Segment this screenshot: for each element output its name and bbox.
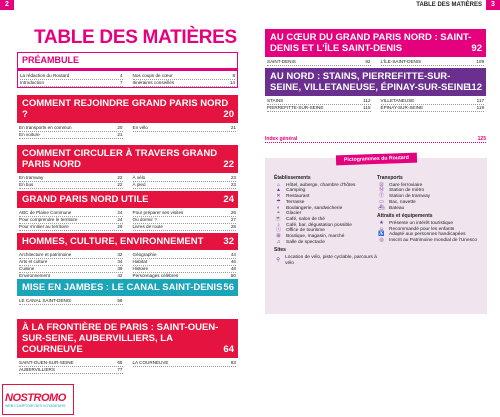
entry-label: Histoire xyxy=(132,265,149,271)
section-page: 22 xyxy=(223,159,234,170)
page-title: TABLE DES MATIÈRES xyxy=(34,27,237,48)
pictogram-group-heading: Établissements xyxy=(274,175,311,181)
entries-col1 xyxy=(19,298,129,305)
toc-section-preambule xyxy=(17,52,238,88)
toc-entry[interactable] xyxy=(19,182,123,189)
entry-label: VILLETANEUSE xyxy=(380,98,415,103)
entry-page: 50 xyxy=(230,272,236,278)
entry-label: L'ÎLE-SAINT-DENIS xyxy=(380,59,422,64)
right-page xyxy=(250,0,500,417)
toc-entry[interactable] xyxy=(19,298,123,305)
entry-page: 28 xyxy=(230,223,236,229)
entry-page: 21 xyxy=(230,125,236,130)
toc-section-circuler xyxy=(17,145,238,189)
pictogram-item xyxy=(377,238,480,244)
section-title: HOMMES, CULTURE, ENVIRONNEMENT xyxy=(22,236,204,247)
section-entries xyxy=(265,96,486,112)
toc-section-canal xyxy=(17,279,238,305)
entry-page: 8 xyxy=(232,73,235,78)
section-heading[interactable] xyxy=(17,279,238,296)
entry-page: 112 xyxy=(363,98,371,103)
entry-label: Pour préparer ses visites xyxy=(132,210,184,215)
entry-label: En bus xyxy=(19,181,34,187)
entries-col1 xyxy=(19,175,129,189)
section-title: MISE EN JAMBES : LE CANAL SAINT-DENIS xyxy=(22,282,223,293)
pictogram-item xyxy=(377,206,480,212)
section-heading[interactable] xyxy=(17,52,238,68)
toc-entry[interactable] xyxy=(133,125,237,132)
entries-col2 xyxy=(129,175,237,189)
toc-entry[interactable] xyxy=(381,98,485,105)
pictogram-legend xyxy=(265,154,487,314)
toc-entry[interactable] xyxy=(133,266,237,273)
entry-label: PIERREFITTE-SUR-SEINE xyxy=(267,104,324,110)
entry-page: 65 xyxy=(117,360,123,365)
toc-entry[interactable] xyxy=(267,59,371,66)
pictogram-group-heading: Attraits et équipements xyxy=(377,213,433,220)
toc-entry[interactable] xyxy=(19,132,123,139)
toc-section-utile xyxy=(17,191,238,231)
section-title: AU CŒUR DU GRAND PARIS NORD : SAINT-DENIS ET L'ÎLE SAINT-DENIS xyxy=(270,32,472,54)
index-page: 125 xyxy=(477,136,486,142)
pictogram-label: Terrasse xyxy=(286,199,305,205)
entry-label: LA COURNEUVE xyxy=(132,360,169,365)
entry-label: Architecture et patrimoine xyxy=(19,252,72,257)
entries-col2 xyxy=(129,298,237,305)
entry-page: 109 xyxy=(476,59,484,64)
pictogram-icon: ▭ xyxy=(379,198,384,205)
toc-entry[interactable] xyxy=(19,252,123,259)
entries-col1 xyxy=(19,360,129,374)
section-heading[interactable] xyxy=(265,68,486,96)
right-page-number: 3 xyxy=(486,0,500,10)
entry-label: SAINT-OUEN-SUR-SEINE xyxy=(19,360,74,365)
index-general-entry[interactable] xyxy=(265,136,486,143)
entries-col1 xyxy=(267,98,377,112)
pictogram-group-heading: Sites xyxy=(274,247,286,254)
pictogram-label: Bateau xyxy=(389,205,405,211)
entry-label: Pour s'initier au territoire xyxy=(19,223,69,229)
entries-col2 xyxy=(129,252,237,280)
section-page: 32 xyxy=(223,236,234,247)
pictogram-icon: Ⓜ xyxy=(378,187,384,194)
entry-page: 117 xyxy=(476,98,484,103)
pictogram-label: Boutique, magasin, marché xyxy=(286,234,345,240)
pictogram-icon: Ⓣ xyxy=(378,193,384,200)
entry-page: 115 xyxy=(363,104,371,110)
toc-entry[interactable] xyxy=(19,224,123,231)
toc-entry[interactable] xyxy=(20,80,123,87)
left-page-number: 2 xyxy=(0,0,14,10)
pictogram-icon: ⛴ xyxy=(378,204,385,211)
section-entries xyxy=(17,123,238,139)
entry-page: 20 xyxy=(117,125,123,130)
section-heading[interactable] xyxy=(17,95,238,123)
entries-col1 xyxy=(19,125,129,139)
entries-col2 xyxy=(377,98,485,112)
toc-section-hommes xyxy=(17,233,238,280)
entry-label: En vélo xyxy=(132,125,148,130)
nostromo-logo xyxy=(2,384,74,415)
entry-page: 14 xyxy=(229,79,235,85)
entry-label: Où dormir ? xyxy=(132,216,157,222)
entry-page: 56 xyxy=(117,298,123,303)
pictogram-icon: ◎ xyxy=(379,237,384,244)
entry-label: Habitat xyxy=(132,258,148,264)
pictogram-icon: ◓ xyxy=(276,210,281,217)
section-title: PRÉAMBULE xyxy=(22,55,80,65)
pictogram-label: Boulangerie, sandwicherie xyxy=(286,205,343,211)
pictogram-label: Salle de spectacle xyxy=(286,239,325,245)
pictogram-label: Café, salon de thé xyxy=(286,216,325,222)
pictogram-label: Adapté aux personnes handicapées xyxy=(389,232,466,238)
section-title: COMMENT REJOINDRE GRAND PARIS NORD ? xyxy=(22,98,229,120)
entry-page: 26 xyxy=(117,223,123,229)
section-heading[interactable] xyxy=(17,191,238,208)
entries-col1 xyxy=(19,210,129,231)
toc-entry[interactable] xyxy=(381,105,485,112)
pictogram-icon: ☺ xyxy=(378,225,385,232)
left-top-bar xyxy=(0,0,250,10)
pictogram-group-heading: Transports xyxy=(377,175,403,181)
entry-page: 23 xyxy=(230,181,236,187)
logo-name: NOSTROMO xyxy=(5,392,66,404)
entry-page: 4 xyxy=(119,73,123,78)
entries-col2 xyxy=(129,210,237,231)
toc-entry[interactable] xyxy=(133,182,237,189)
entries-col1 xyxy=(267,59,377,66)
entries-col2 xyxy=(129,125,237,139)
pictogram-label: Bac, navette xyxy=(389,199,416,205)
toc-entry[interactable] xyxy=(133,259,237,266)
entry-page: 24 xyxy=(117,216,123,222)
toc-entry[interactable] xyxy=(19,217,123,224)
pictogram-icon: ☂ xyxy=(276,198,281,205)
pictogram-item xyxy=(274,240,377,246)
entry-label: En tramway xyxy=(19,175,44,180)
pictogram-icon: ★ xyxy=(379,219,384,226)
section-page: 112 xyxy=(466,82,482,93)
toc-section-nord xyxy=(265,68,486,112)
pictogram-icon: ⓘ xyxy=(275,227,281,234)
entry-label: Pour comprendre le territoire xyxy=(19,216,78,222)
entry-page: 22 xyxy=(117,175,123,180)
section-title: À LA FRONTIÈRE DE PARIS : SAINT-OUEN-SUR-SEINE, AUBERVILLIERS, LA COURNEUVE xyxy=(22,322,219,355)
entry-page: 42 xyxy=(117,272,123,278)
pictogram-icon: ♪ xyxy=(277,221,280,228)
pictogram-icon: ⊞ xyxy=(276,233,281,240)
entry-page: 32 xyxy=(117,252,123,257)
pictogram-label: Gare ferroviaire xyxy=(389,182,423,188)
entry-label: Nos coups de cœur xyxy=(132,73,173,78)
toc-entry[interactable] xyxy=(133,252,237,259)
section-page: 20 xyxy=(223,109,234,120)
entry-label: À pied xyxy=(132,181,146,187)
section-title: AU NORD : STAINS, PIERREFITTE-SUR-SEINE, VILLETANEUSE, ÉPINAY-SUR-SEINE xyxy=(270,71,470,93)
entry-label: À vélo xyxy=(132,175,146,180)
entry-page: 22 xyxy=(117,181,123,187)
pictogram-icon: ☕ xyxy=(275,215,282,222)
entry-label: Itinéraires conseillés xyxy=(132,79,175,85)
entry-page: 44 xyxy=(230,252,236,257)
pictogram-icon: ⚲ xyxy=(276,256,280,263)
section-entries xyxy=(18,71,237,87)
pictogram-icon: ▲ xyxy=(276,187,281,194)
toc-entry[interactable] xyxy=(20,73,123,80)
entry-page: 24 xyxy=(117,210,123,215)
entry-label: ÉPINAY-SUR-SEINE xyxy=(380,104,424,110)
section-entries xyxy=(17,250,238,280)
toc-entry[interactable] xyxy=(19,210,123,217)
pictogram-label: Restaurant xyxy=(286,194,310,200)
section-page: 92 xyxy=(471,43,482,54)
pictogram-item xyxy=(274,255,377,266)
logo-tagline: WEB COMPTOIR DES VOYAGEURS xyxy=(5,404,66,408)
section-heading[interactable] xyxy=(265,29,486,57)
pictogram-label: Présente un intérêt touristique xyxy=(389,220,453,226)
toc-entry[interactable] xyxy=(19,367,123,374)
toc-entry[interactable] xyxy=(267,105,371,112)
section-entries xyxy=(265,57,486,66)
pictogram-label: Location de vélo, piste cyclable, parcours à vélo xyxy=(285,255,377,266)
entry-label: LE CANAL SAINT-DENIS xyxy=(19,298,72,303)
entry-page: 83 xyxy=(230,360,236,365)
toc-section-coeur xyxy=(265,29,486,66)
entry-page: 92 xyxy=(365,59,371,64)
toc-entry[interactable] xyxy=(133,210,237,217)
section-page: 56 xyxy=(223,282,234,293)
entries-col1 xyxy=(19,252,129,280)
pictogram-icon: ⊡ xyxy=(379,181,384,188)
toc-entry[interactable] xyxy=(267,98,371,105)
entry-label: AUBERVILLIERS xyxy=(19,366,55,372)
entry-label: SAINT-DENIS xyxy=(267,59,296,64)
entry-page: 48 xyxy=(230,265,236,271)
entry-label: ABC de Plaine Commune xyxy=(19,210,72,215)
pictogram-column-1 xyxy=(274,176,377,267)
section-heading[interactable] xyxy=(17,145,238,173)
pictogram-icon: ✕ xyxy=(276,193,281,200)
section-title: COMMENT CIRCULER À TRAVERS GRAND PARIS NORD xyxy=(22,148,218,170)
entry-label: Cuisine xyxy=(19,265,35,271)
toc-entry[interactable] xyxy=(133,224,237,231)
pictogram-icon: ⌂ xyxy=(276,181,281,188)
pictogram-icon: ♿ xyxy=(378,231,385,238)
pictogram-label: Station de tramway xyxy=(389,194,431,200)
section-page: 64 xyxy=(223,344,234,355)
toc-entry[interactable] xyxy=(133,217,237,224)
entry-page: 26 xyxy=(230,210,236,215)
toc-entry[interactable] xyxy=(133,73,236,80)
pictogram-icon: ◐ xyxy=(276,204,281,211)
section-entries xyxy=(17,296,238,305)
pictogram-label: Office de tourisme xyxy=(286,228,325,234)
section-entries xyxy=(17,358,238,374)
entry-label: Personnages célèbres xyxy=(132,272,179,278)
entry-label: En transports en commun xyxy=(19,125,72,130)
section-title: GRAND PARIS NORD UTILE xyxy=(22,194,149,205)
toc-section-rejoindre xyxy=(17,95,238,139)
entry-page: 39 xyxy=(117,265,123,271)
toc-entry[interactable] xyxy=(133,175,237,182)
section-page: 24 xyxy=(223,194,234,205)
pictogram-label: Recommandé pour les enfants xyxy=(389,226,455,232)
entry-label: Géographie xyxy=(132,252,157,257)
entry-page: 119 xyxy=(476,104,484,110)
toc-entry[interactable] xyxy=(19,266,123,273)
toc-entry[interactable] xyxy=(19,259,123,266)
toc-entry[interactable] xyxy=(133,80,236,87)
running-head: TABLE DES MATIÈRES xyxy=(416,2,482,8)
toc-entry[interactable] xyxy=(19,125,123,132)
entries-col2 xyxy=(129,73,236,87)
pictogram-label: Station de métro xyxy=(389,188,425,194)
toc-entry[interactable] xyxy=(19,175,123,182)
entry-page: 27 xyxy=(230,216,236,222)
entry-label: Arts et culture xyxy=(19,258,48,264)
entry-page: 23 xyxy=(230,175,236,180)
entry-page: 46 xyxy=(230,258,236,264)
entry-page: 34 xyxy=(117,258,123,264)
entries-col1 xyxy=(20,73,129,87)
entry-page: 21 xyxy=(117,131,123,137)
section-heading[interactable] xyxy=(17,319,238,358)
pictogram-label: Café, bar, dégustation possible xyxy=(286,222,352,228)
toc-entry[interactable] xyxy=(381,59,485,66)
toc-entry[interactable] xyxy=(19,360,123,367)
entry-label: Introduction xyxy=(20,79,45,85)
entry-page: 7 xyxy=(119,79,123,85)
entry-label: Environnement xyxy=(19,272,50,278)
section-box xyxy=(17,68,238,88)
toc-entry[interactable] xyxy=(133,360,237,367)
entry-page: 77 xyxy=(117,366,123,372)
entries-col2 xyxy=(129,360,237,374)
section-heading[interactable] xyxy=(17,233,238,250)
entry-label: La rédaction du Routard xyxy=(20,73,70,78)
entry-label: STAINS xyxy=(267,98,284,103)
index-label: Index général xyxy=(265,136,298,142)
pictogram-icon: ♫ xyxy=(276,238,281,245)
toc-section-frontiere xyxy=(17,319,238,374)
entries-col2 xyxy=(377,59,485,66)
pictogram-label: Glacier xyxy=(286,211,302,217)
pictogram-label: Hôtel, auberge, chambre d'hôtes xyxy=(286,182,356,188)
section-entries xyxy=(17,208,238,231)
section-entries xyxy=(17,173,238,189)
pictogram-title: Pictogrammes du Routard xyxy=(336,153,417,166)
entry-label: En voiture xyxy=(19,131,40,137)
pictogram-label: Camping xyxy=(286,188,306,194)
entry-label: Livres de route xyxy=(132,223,163,229)
pictogram-label: Inscrit au Patrimoine mondial de l'Unesco xyxy=(389,238,478,244)
pictogram-column-2 xyxy=(377,176,480,267)
